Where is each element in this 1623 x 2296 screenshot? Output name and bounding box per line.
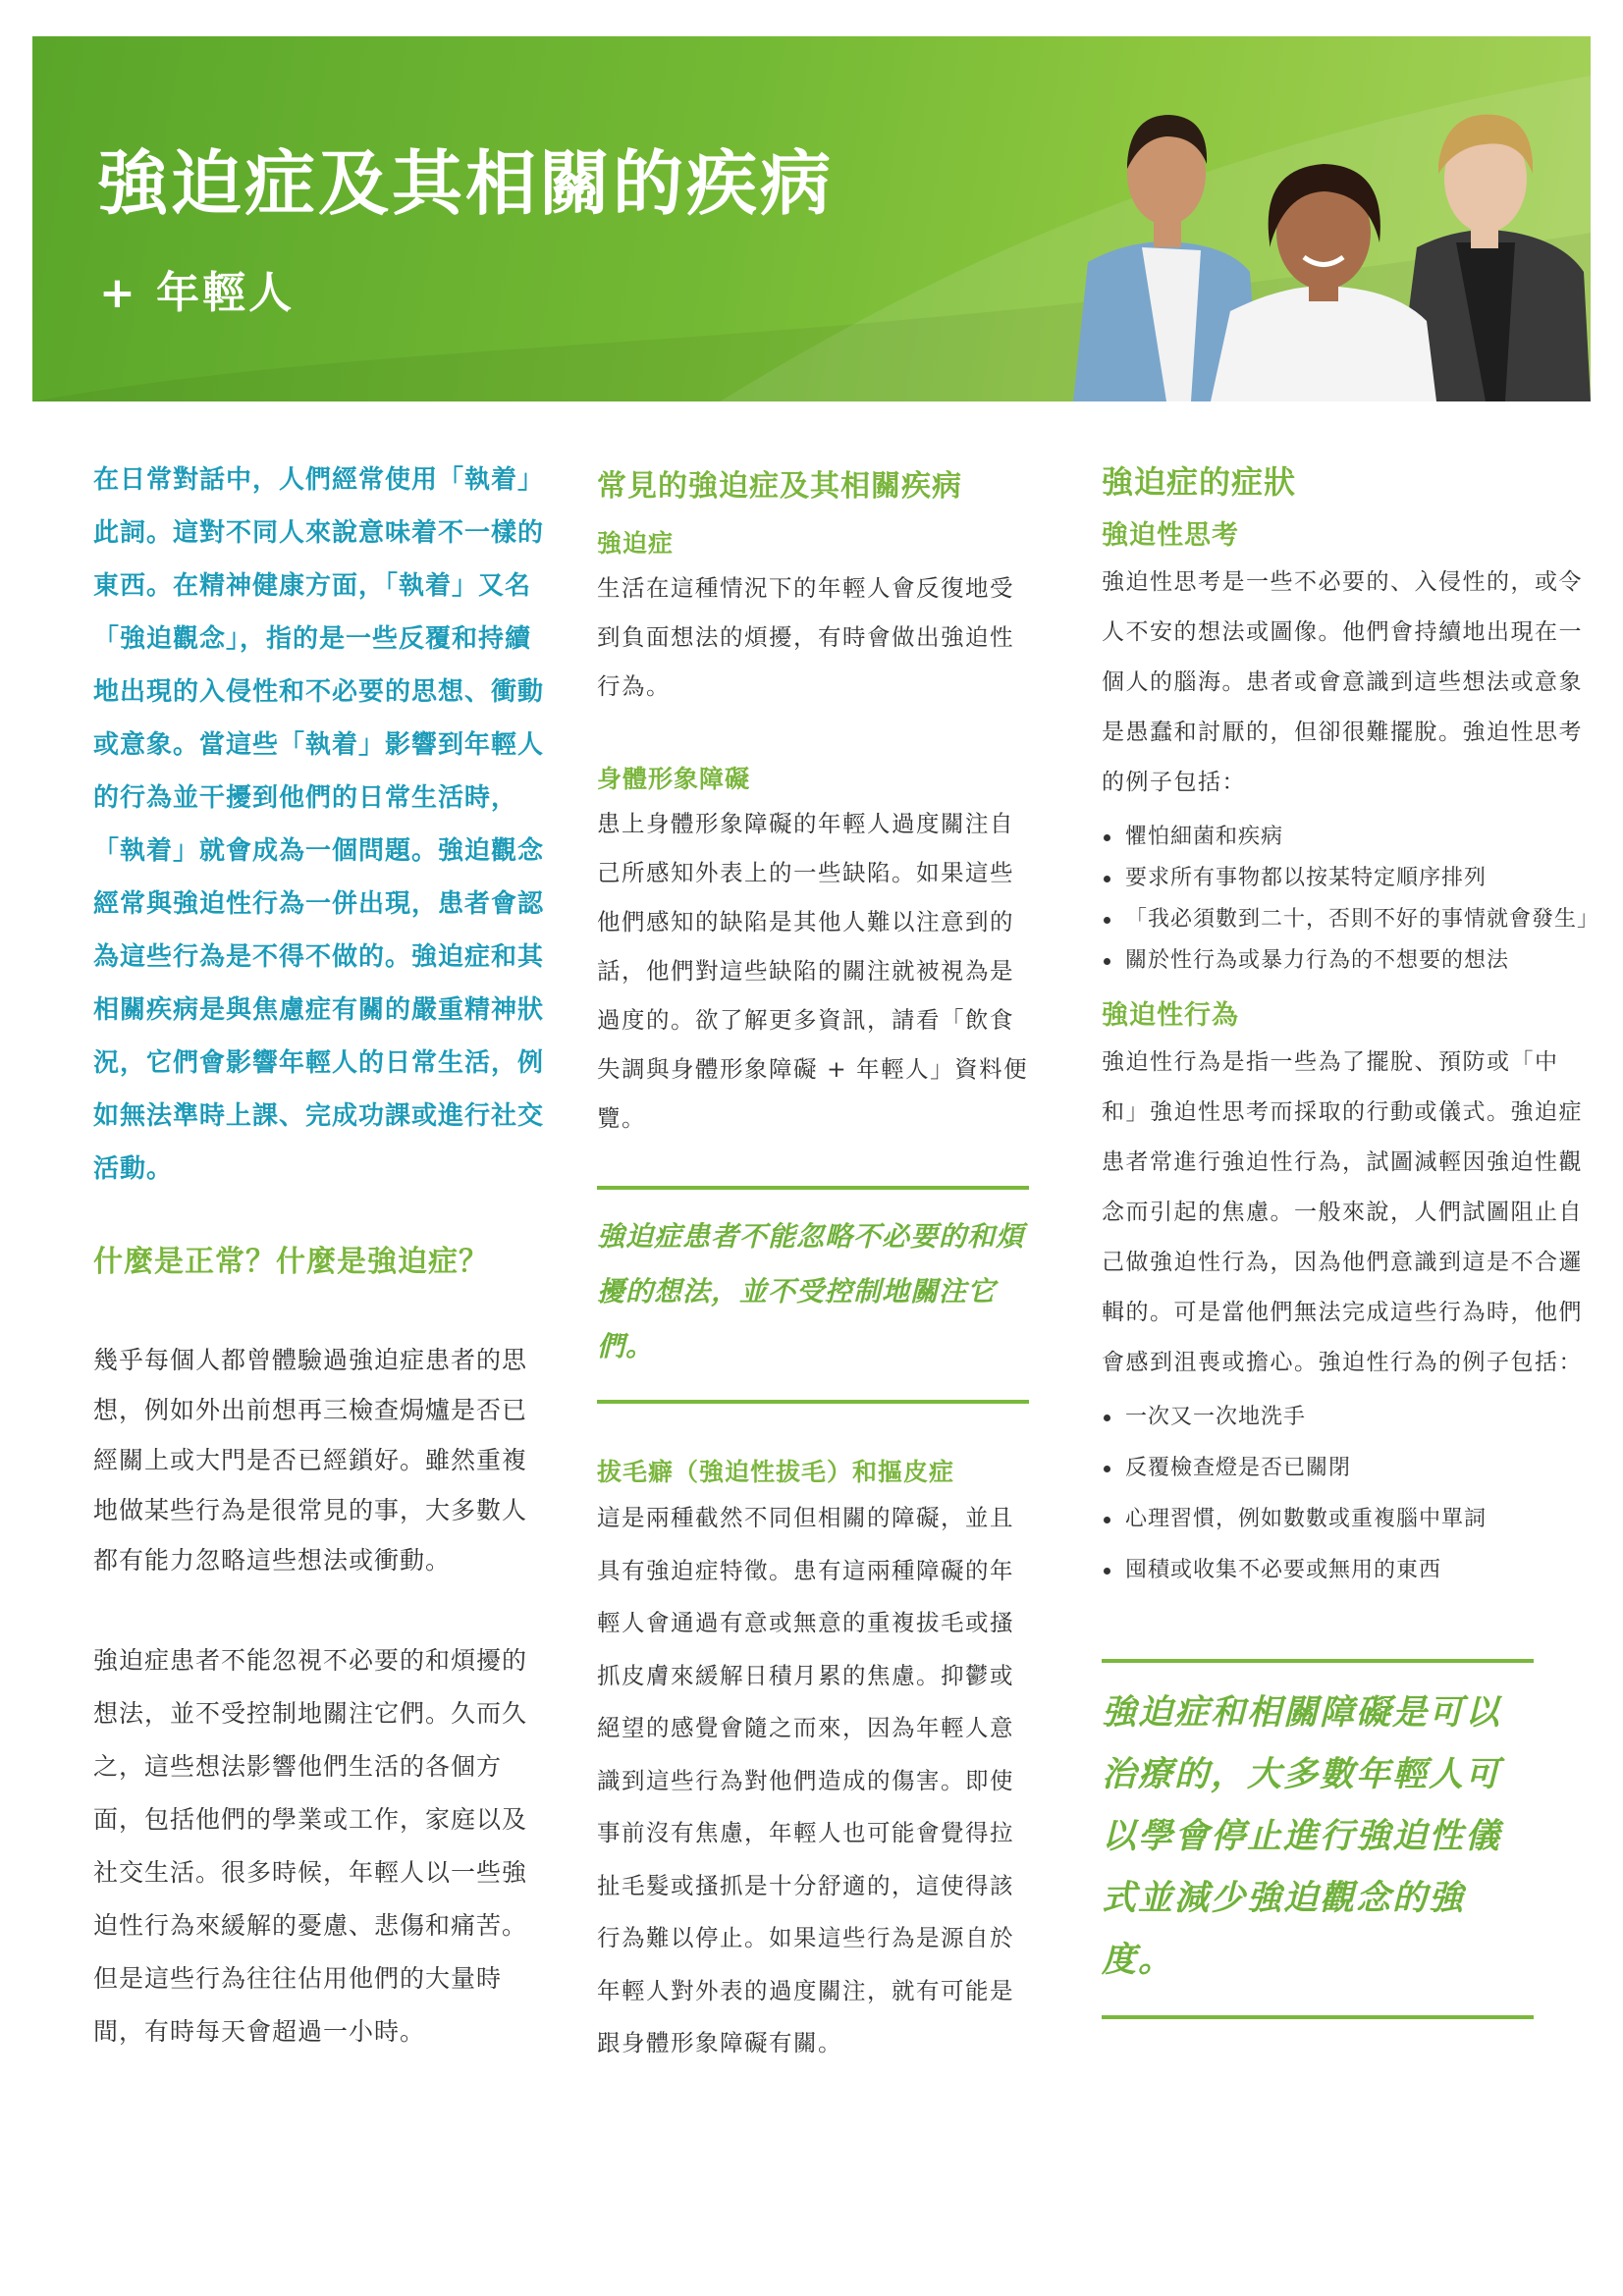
bullet-icon xyxy=(1104,1415,1110,1421)
young-people-photo xyxy=(1073,76,1591,401)
list-item-text: 懼怕細菌和疾病 xyxy=(1125,825,1284,849)
pull-quote-text: 強迫症患者不能忽略不必要的和煩擾的想法，並不受控制地關注它們。 xyxy=(597,1220,1025,1362)
list-item xyxy=(1102,1402,1593,1433)
section-heading-normal-vs-ocd: 什麼是正常？什麼是強迫症？ xyxy=(93,1245,489,1279)
spacer xyxy=(597,711,1029,760)
obsession-examples-list xyxy=(1102,822,1600,977)
pull-quote xyxy=(1102,1659,1534,2019)
bullet-icon xyxy=(1104,958,1110,965)
bullet-icon xyxy=(1104,1517,1110,1523)
column-right xyxy=(1102,457,1600,2019)
body-paragraph: 強迫症患者不能忽視不必要的和煩擾的想法，並不受控制地關注它們。久而久之，這些想法影響他們生活的各個方面，包括他們的學業或工作，家庭以及社交生活。很多時候，年輕人以一些強迫性行為來緩解的憂慮、悲傷和痛苦。但是這些行為往往佔用他們的大量時間，有時每天會超過一小時。 xyxy=(93,1646,528,2046)
intro-paragraph: 在日常對話中，人們經常使用「執着」此詞。這對不同人來說意味着不一樣的東西。在精神健康方面，「執着」又名「強迫觀念」，指的是一些反覆和持續地出現的入侵性和不必要的思想、衝動或意象。當這些「執着」影響到年輕人的行為並干擾到他們的日常生活時，「執着」就會成為一個問題。強迫觀念經常與強迫性行為一併出現，患者會認為這些行為是不得不做的。強迫症和其相關疾病是與焦慮症有關的嚴重精神狀況，它們會影響年輕人的日常生活，例如無法準時上課、完成功課或進行社交活動。 xyxy=(93,465,545,1184)
subheading-ocd: 強迫症 xyxy=(597,529,675,558)
page-title: 強迫症及其相關的疾病 xyxy=(97,142,835,225)
bullet-icon xyxy=(1104,834,1110,841)
list-item xyxy=(1102,1555,1593,1586)
body-paragraph: 強迫性行為是指一些為了擺脫、預防或「中和」強迫性思考而採取的行動或儀式。強迫症患者常進行強迫性行為，試圖減輕因強迫性觀念而引起的焦慮。一般來說，人們試圖阻止自己做強迫性行為，因為他們意識到這是不合邏輯的。可是當他們無法完成這些行為時，他們會感到沮喪或擔心。強迫性行為的例子包括： xyxy=(1102,1049,1583,1375)
section-heading-common-disorders: 常見的強迫症及其相關疾病 xyxy=(597,469,962,504)
list-item-text: 反覆檢查燈是否已關閉 xyxy=(1125,1456,1352,1480)
bullet-icon xyxy=(1104,917,1110,924)
page-subtitle: + 年輕人 xyxy=(99,268,296,318)
list-item xyxy=(1102,822,1593,853)
body-paragraph: 強迫性思考是一些不必要的、入侵性的，或令人不安的想法或圖像。他們會持續地出現在一個人的腦海。患者或會意識到這些想法或意象是愚蠢和討厭的，但卻很難擺脫。強迫性思考的例子包括： xyxy=(1102,569,1583,795)
header-banner xyxy=(32,36,1591,401)
list-item xyxy=(1102,863,1593,894)
quote-rule-bottom xyxy=(1102,2015,1534,2019)
body-paragraph: 患上身體形象障礙的年輕人過度關注自己所感知外表上的一些缺陷。如果這些他們感知的缺陷是其他人難以注意到的話，他們對這些缺陷的關注就被視為是過度的。欲了解更多資訊，請看「飲食失調與身體形象障礙 + 年輕人」資料便覽。 xyxy=(597,810,1029,1132)
subheading-body-dysmorphic: 身體形象障礙 xyxy=(597,765,751,793)
bullet-icon xyxy=(1104,1568,1110,1575)
column-left xyxy=(93,454,545,2058)
body-paragraph: 幾乎每個人都曾體驗過強迫症患者的思想，例如外出前想再三檢查焗爐是否已經關上或大門是否已經鎖好。雖然重複地做某些行為是很常見的事，大多數人都有能力忽略這些想法或衝動。 xyxy=(93,1346,528,1575)
list-item-text: 關於性行為或暴力行為的不想要的想法 xyxy=(1125,948,1510,973)
subheading-trichotillomania: 拔毛癖（強迫性拔毛）和摳皮症 xyxy=(597,1458,955,1486)
list-item-text: 一次又一次地洗手 xyxy=(1125,1405,1307,1429)
list-item xyxy=(1102,1504,1593,1535)
list-item xyxy=(1102,945,1593,977)
bullet-icon xyxy=(1104,876,1110,882)
list-item-text: 心理習慣，例如數數或重複腦中單詞 xyxy=(1125,1507,1488,1531)
subheading-obsessions: 強迫性思考 xyxy=(1102,520,1239,551)
pull-quote xyxy=(597,1186,1029,1404)
subheading-compulsions: 強迫性行為 xyxy=(1102,1000,1239,1031)
spacer xyxy=(597,1404,1029,1453)
section-heading-symptoms: 強迫症的症狀 xyxy=(1102,463,1297,501)
list-item xyxy=(1102,904,1600,935)
compulsion-examples-list xyxy=(1102,1402,1593,1586)
list-item-text: 「我必須數到二十，否則不好的事情就會發生」 xyxy=(1125,907,1600,932)
list-item-text: 要求所有事物都以按某特定順序排列 xyxy=(1125,866,1488,890)
pull-quote-text: 強迫症和相關障礙是可以治療的，大多數年輕人可以學會停止進行強迫性儀式並減少強迫觀念的強度。 xyxy=(1102,1693,1502,1980)
list-item xyxy=(1102,1453,1593,1484)
bullet-icon xyxy=(1104,1466,1110,1472)
column-middle xyxy=(597,461,1029,2070)
list-item-text: 囤積或收集不必要或無用的東西 xyxy=(1125,1558,1442,1582)
body-paragraph: 這是兩種截然不同但相關的障礙，並且具有強迫症特徵。患有這兩種障礙的年輕人會通過有意或無意的重複拔毛或搔抓皮膚來緩解日積月累的焦慮。抑鬱或絕望的感覺會隨之而來，因為年輕人意識到這些行為對他們造成的傷害。即使事前沒有焦慮，年輕人也可能會覺得拉扯毛髮或搔抓是十分舒適的，這使得該行為難以停止。如果這些行為是源自於年輕人對外表的過度關注，就有可能是跟身體形象障礙有關。 xyxy=(597,1504,1014,2056)
body-paragraph: 生活在這種情況下的年輕人會反復地受到負面想法的煩擾，有時會做出強迫性行為。 xyxy=(597,574,1014,700)
